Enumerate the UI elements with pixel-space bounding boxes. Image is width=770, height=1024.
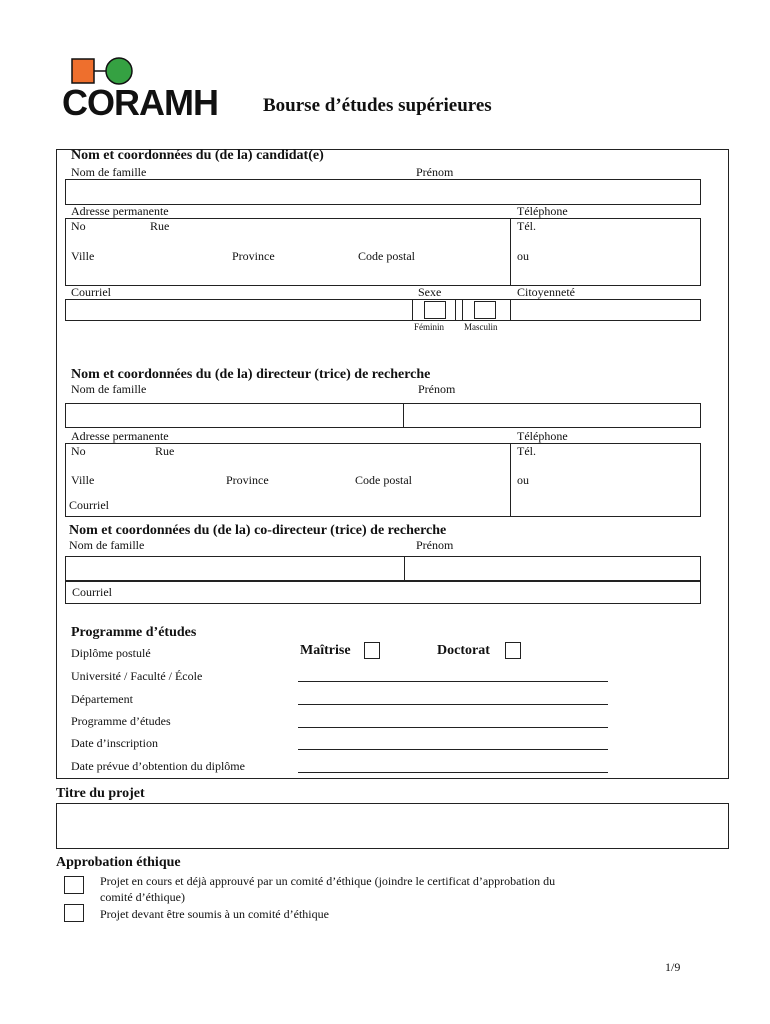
director-postal-label: Code postal	[355, 473, 412, 487]
codirector-email-label: Courriel	[72, 585, 112, 599]
ethics-pending-label: Projet devant être soumis à un comité d’éthique	[100, 907, 329, 921]
director-address-label: Adresse permanente	[71, 429, 169, 443]
enrollment-field[interactable]	[298, 749, 608, 750]
doctorate-label: Doctorat	[437, 643, 490, 658]
candidate-no-label: No	[71, 219, 86, 233]
candidate-sex-divider-4	[510, 299, 511, 321]
department-field[interactable]	[298, 704, 608, 705]
candidate-citizenship-label: Citoyenneté	[517, 285, 575, 299]
degree-label: Diplôme postulé	[71, 646, 151, 660]
candidate-first-name-label: Prénom	[416, 165, 454, 179]
candidate-sex-divider-1	[412, 299, 413, 321]
candidate-address-label: Adresse permanente	[71, 204, 169, 218]
candidate-sex-divider-3	[462, 299, 463, 321]
director-address-divider	[510, 443, 511, 517]
codirector-name-field[interactable]	[65, 556, 701, 581]
candidate-sex-divider-2	[455, 299, 456, 321]
director-last-name-label: Nom de famille	[71, 382, 147, 396]
director-street-label: Rue	[155, 444, 175, 458]
male-label: Masculin	[464, 322, 498, 332]
codirector-email-field[interactable]	[65, 581, 701, 604]
graduation-label: Date prévue d’obtention du diplôme	[71, 759, 245, 773]
ethics-pending-checkbox[interactable]	[64, 904, 84, 922]
candidate-email-field[interactable]	[65, 299, 701, 321]
project-title-field[interactable]	[56, 803, 729, 849]
female-label: Féminin	[414, 322, 445, 332]
candidate-last-name-label: Nom de famille	[71, 165, 147, 179]
candidate-email-label: Courriel	[71, 285, 111, 299]
candidate-address-divider	[510, 218, 511, 286]
candidate-city-label: Ville	[71, 249, 95, 263]
candidate-name-field[interactable]	[65, 179, 701, 205]
program-heading: Programme d’études	[71, 625, 197, 640]
director-email-label: Courriel	[69, 498, 109, 512]
masters-checkbox[interactable]	[364, 642, 380, 659]
candidate-tel-label: Tél.	[517, 219, 536, 233]
page-title: Bourse d’études supérieures	[263, 95, 492, 116]
director-name-field[interactable]	[65, 403, 701, 428]
project-heading: Titre du projet	[56, 786, 145, 801]
director-or-label: ou	[517, 473, 529, 487]
university-label: Université / Faculté / École	[71, 669, 203, 683]
doctorate-checkbox[interactable]	[505, 642, 521, 659]
ethics-approved-checkbox[interactable]	[64, 876, 84, 894]
candidate-sex-label: Sexe	[418, 285, 442, 299]
director-name-divider	[403, 403, 404, 428]
director-no-label: No	[71, 444, 86, 458]
department-label: Département	[71, 692, 133, 706]
ethics-heading: Approbation éthique	[56, 855, 181, 870]
codirector-first-name-label: Prénom	[416, 538, 454, 552]
candidate-heading: Nom et coordonnées du (de la) candidat(e)	[71, 148, 324, 163]
director-city-label: Ville	[71, 473, 95, 487]
page-number: 1/9	[665, 960, 681, 974]
director-phone-label: Téléphone	[517, 429, 568, 443]
candidate-phone-label: Téléphone	[517, 204, 568, 218]
candidate-or-label: ou	[517, 249, 529, 263]
director-first-name-label: Prénom	[418, 382, 456, 396]
enrollment-label: Date d’inscription	[71, 736, 158, 750]
codirector-heading: Nom et coordonnées du (de la) co-directeur (trice) de recherche	[69, 523, 447, 538]
codirector-name-divider	[404, 556, 405, 581]
university-field[interactable]	[298, 681, 608, 682]
ethics-approved-label-line1: Projet en cours et déjà approuvé par un comité d’éthique (joindre le certificat d’approbation du	[100, 874, 556, 888]
candidate-street-label: Rue	[150, 219, 170, 233]
candidate-province-label: Province	[232, 249, 275, 263]
director-tel-label: Tél.	[517, 444, 536, 458]
male-checkbox[interactable]	[474, 301, 496, 319]
female-checkbox[interactable]	[424, 301, 446, 319]
ethics-approved-label-line2: comité d’éthique)	[100, 890, 185, 904]
logo	[62, 56, 238, 126]
program-label: Programme d’études	[71, 714, 171, 728]
director-heading: Nom et coordonnées du (de la) directeur (trice) de recherche	[71, 367, 431, 382]
masters-label: Maîtrise	[300, 643, 351, 658]
codirector-last-name-label: Nom de famille	[69, 538, 145, 552]
program-field[interactable]	[298, 727, 608, 728]
candidate-postal-label: Code postal	[358, 249, 415, 263]
logo-text: CORAMH	[62, 82, 218, 123]
graduation-field[interactable]	[298, 772, 608, 773]
director-province-label: Province	[226, 473, 269, 487]
